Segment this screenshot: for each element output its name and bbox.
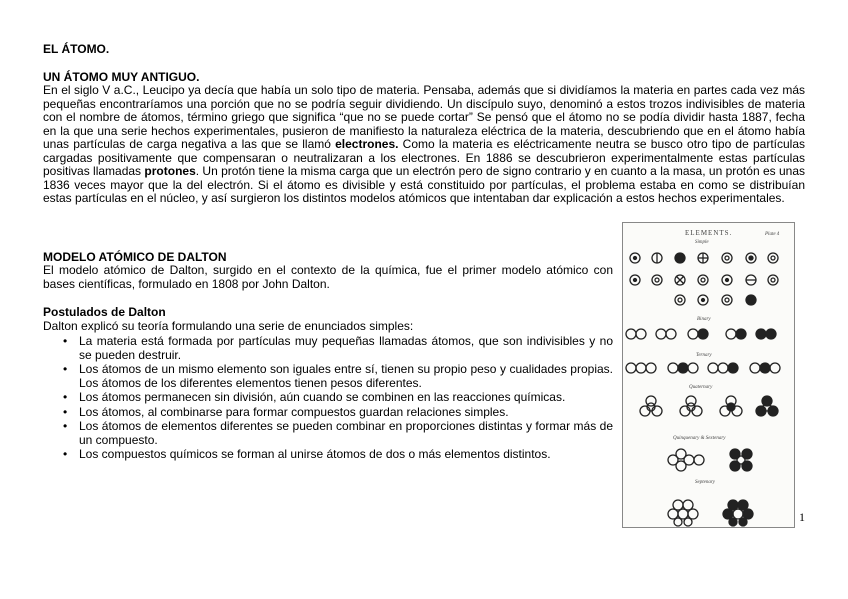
subheading-postulados: Postulados de Dalton: [43, 305, 166, 319]
section-heading-antiguo: UN ÁTOMO MUY ANTIGUO.: [43, 70, 200, 84]
row-label-binary: Binary: [697, 317, 711, 322]
postulate-item: • Los átomos permanecen sin división, aún cuando se combinen en las reacciones químicas.: [79, 391, 613, 405]
intro-text-b: Como la materia es eléctricamente neutra se busco otro tipo de partículas cargadas positivamente que compensaran o neutralizaran a los electrones. En 1886 se descubrieron experimentalmente estas partículas positivas llamadas: [43, 137, 805, 178]
term-electrones: electrones.: [335, 137, 399, 151]
intro-text-c: . Un protón tiene la misma carga que un electrón pero de signo contrario y en cuanto a la masa, un protón es unas 1836 veces mayor que la del electrón. Si el átomo es divisible y está constituido por partículas, el problema estaba en como se distribuían estas partículas en el núcleo, y así surgieron los distintos modelos atómicos que intentaban dar explicación a estos hechos experimentales.: [43, 164, 805, 205]
row-label-quaternary: Quaternary: [689, 385, 713, 390]
figure-title: ELEMENTS.: [685, 229, 733, 237]
row-label-septenary: Septenary: [695, 480, 715, 485]
postulate-item: • La materia está formada por partículas muy pequeñas llamadas átomos, que son indivisibles y no se pueden destruir.: [79, 335, 613, 362]
intro-paragraph: [43, 84, 805, 206]
dalton-elements-illustration: [623, 223, 794, 527]
row-label-quinquenary: Quinquenary & Sextenary: [673, 436, 726, 441]
page-number: 1: [799, 510, 805, 524]
postulate-item: • Los átomos de un mismo elemento son iguales entre sí, tienen su propio peso y cualidades propias. Los átomos de los diferentes elementos tienen pesos diferentes.: [79, 363, 613, 390]
postulate-item: • Los compuestos químicos se forman al unirse átomos de dos o más elementos distintos.: [79, 448, 613, 462]
postulate-item: • Los átomos, al combinarse para formar compuestos guardan relaciones simples.: [79, 406, 613, 420]
postulates-list: [43, 335, 613, 463]
plate-label: Plate 4: [765, 232, 780, 237]
row-label-simple: Simple: [695, 240, 709, 245]
term-protones: protones: [144, 164, 196, 178]
row-label-ternary: Ternary: [696, 353, 712, 358]
intro-text-a: En el siglo V a.C., Leucipo ya decía que había un solo tipo de materia. Pensaba, además que si dividíamos la materia en partes cada vez más pequeñas encontraríamos una porción que no se podría seguir dividiendo. Un discípulo suyo, denominó a estos trozos indivisibles de materia con el nombre de átomos, término griego que significa “que no se puede cortar” Se pensó que el átomo no se podía dividir hasta 1887, fecha en la que una serie hechos experimentales, pusieron de manifiesto la naturaleza eléctrica de la materia, descubriendo que en el átomo había unas partículas de carga negativa a las que se llamó: [43, 83, 805, 151]
section-heading-dalton: MODELO ATÓMICO DE DALTON: [43, 250, 227, 264]
dalton-elements-figure: [622, 222, 795, 528]
document-title: EL ÁTOMO.: [43, 42, 110, 56]
postulate-item: • Los átomos de elementos diferentes se pueden combinar en proporciones distintas y formar más de un compuesto.: [79, 420, 613, 447]
dalton-paragraph: El modelo atómico de Dalton, surgido en el contexto de la química, fue el primer modelo atómico con bases científicas, formulado en 1808 por John Dalton.: [43, 263, 613, 291]
postulates-lead: Dalton explicó su teoría formulando una serie de enunciados simples:: [43, 319, 414, 333]
